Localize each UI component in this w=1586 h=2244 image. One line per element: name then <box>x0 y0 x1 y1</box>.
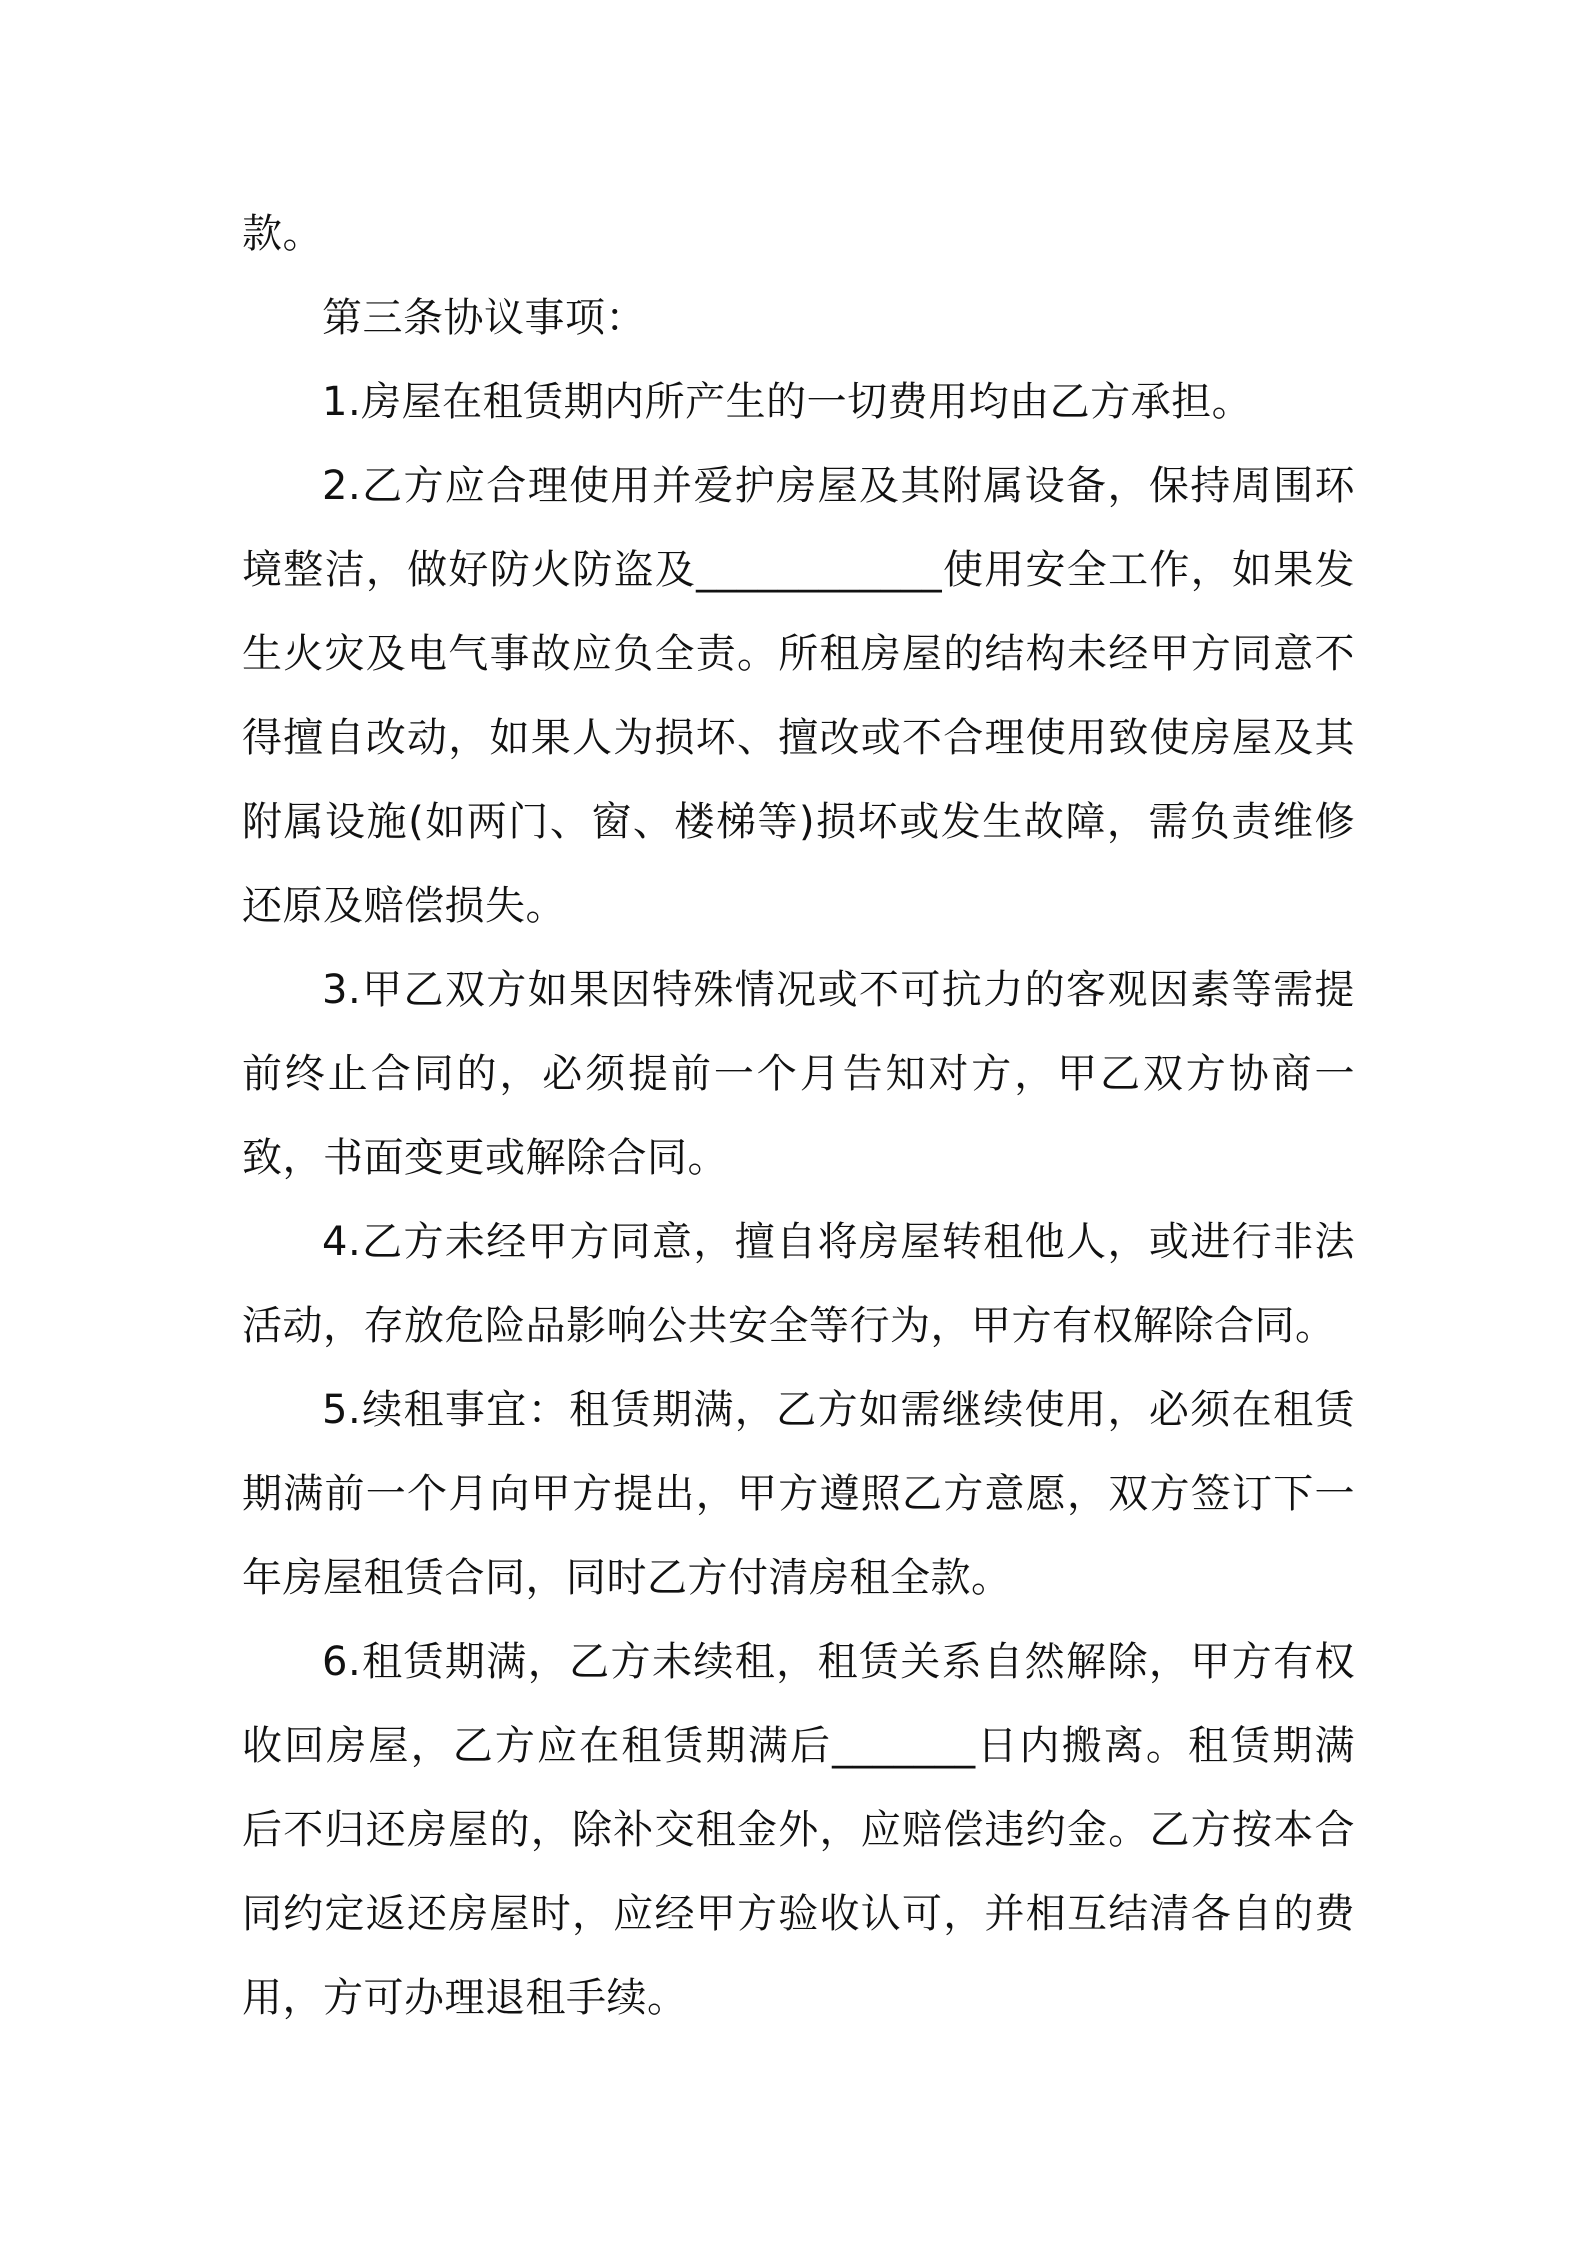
document-body <box>242 192 1355 2040</box>
clause-2-text-before: 2.乙方应合理使用并爱护房屋及其附属设备，保持周围环境整洁，做好防火防盗及 <box>242 463 1355 593</box>
clause-6-text-after: 日内搬离。租赁期满后不归还房屋的，除补交租金外，应赔偿违约金。乙方按本合同约定返还房屋时，应经甲方验收认可，并相互结清各自的费用，方可办理退租手续。 <box>242 1723 1356 2021</box>
clause-6-blank: _______ <box>832 1723 976 1769</box>
clause-5: 5.续租事宜：租赁期满，乙方如需继续使用，必须在租赁期满前一个月向甲方提出，甲方遵照乙方意愿，双方签订下一年房屋租赁合同，同时乙方付清房租全款。 <box>242 1387 1355 1601</box>
clause-1: 1.房屋在租赁期内所产生的一切费用均由乙方承担。 <box>322 379 1253 425</box>
clause-2-blank: ____________ <box>696 547 943 593</box>
clause-6-text-before: 6.租赁期满，乙方未续租，租赁关系自然解除，甲方有权收回房屋，乙方应在租赁期满后 <box>242 1639 1355 1769</box>
clause-4: 4.乙方未经甲方同意，擅自将房屋转租他人，或进行非法活动，存放危险品影响公共安全等行为，甲方有权解除合同。 <box>242 1219 1355 1349</box>
paragraph-continuation: 款。 <box>242 211 323 257</box>
clause-2-text-after: 使用安全工作，如果发生火灾及电气事故应负全责。所租房屋的结构未经甲方同意不得擅自改动，如果人为损坏、擅改或不合理使用致使房屋及其附属设施(如两门、窗、楼梯等)损坏或发生故障，需负责维修还原及赔偿损失。 <box>242 547 1356 929</box>
article-heading: 第三条协议事项： <box>322 295 646 341</box>
clause-3: 3.甲乙双方如果因特殊情况或不可抗力的客观因素等需提前终止合同的，必须提前一个月告知对方，甲乙双方协商一致，书面变更或解除合同。 <box>242 967 1355 1181</box>
clause-2 <box>242 444 1355 948</box>
clause-6 <box>242 1620 1355 2040</box>
